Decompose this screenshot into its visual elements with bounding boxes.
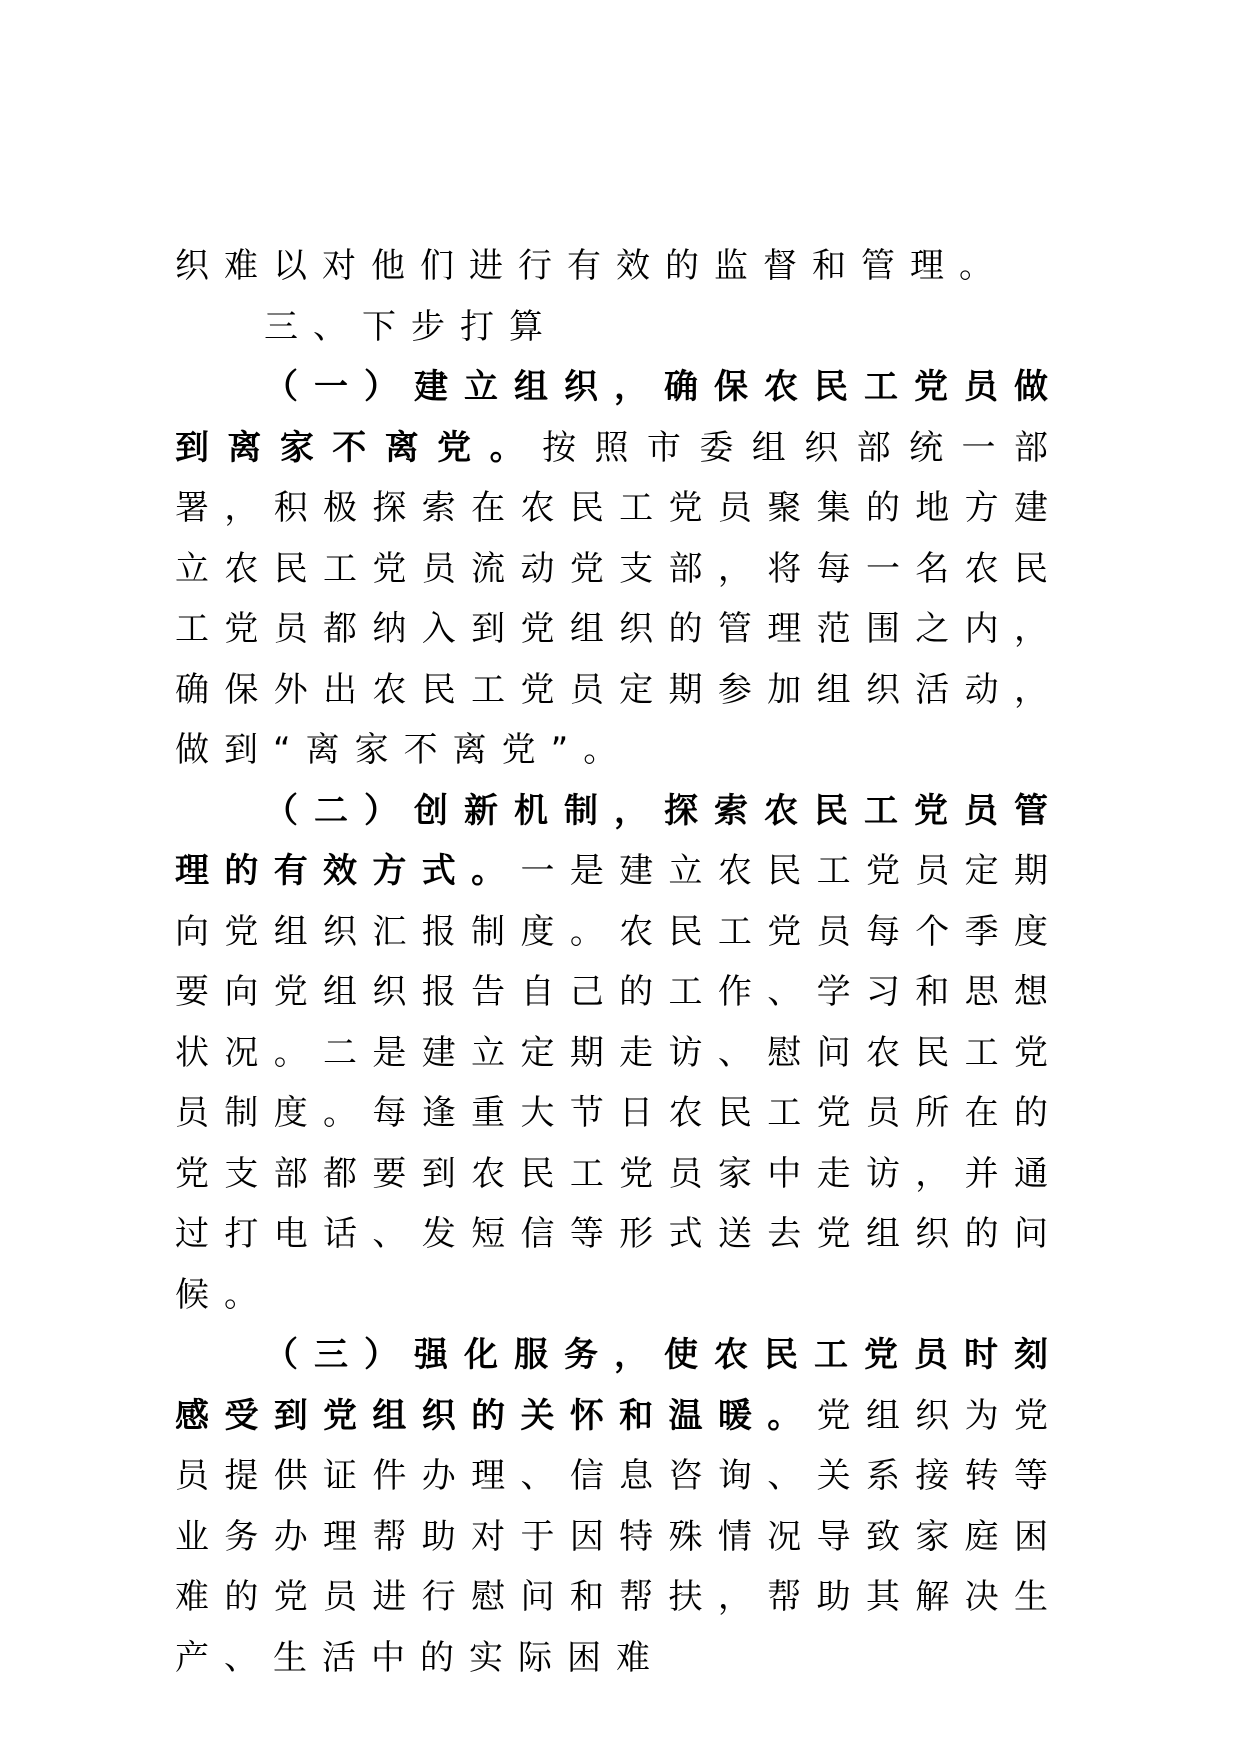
- item-3-heading: （三）强化服务，使农民工党员时刻感受到党组织的关怀和温暖。: [175, 1335, 1063, 1436]
- section-heading-text: 三、下步打算: [264, 306, 558, 347]
- paragraph-item-1: [175, 357, 1063, 781]
- item-1-heading: （一）建立组织，确保农民工党员做到离家不离党。: [175, 367, 1063, 468]
- item-2-heading: （二）创新机制，探索农民工党员管理的有效方式。: [175, 790, 1063, 891]
- paragraph-text: 织难以对他们进行有效的监督和管理。: [175, 246, 1008, 286]
- paragraph-continuation: [175, 236, 1063, 297]
- paragraph-item-2: [175, 781, 1063, 1326]
- item-1-body: 按照市委组织部统一部署，积极探索在农民工党员聚集的地方建立农民工党员流动党支部，将每一名农民工党员都纳入到党组织的管理范围之内，确保外出农民工党员定期参加组织活动，做到“离家不离党”。: [175, 427, 1063, 770]
- item-3-body: 党组织为党员提供证件办理、信息咨询、关系接转等业务办理帮助对于因特殊情况导致家庭困难的党员进行慰问和帮扶，帮助其解决生产、生活中的实际困难: [175, 1395, 1064, 1678]
- document-body: [175, 236, 1063, 1688]
- paragraph-item-3: [175, 1325, 1063, 1688]
- section-heading: [175, 297, 1063, 358]
- item-2-body: 一是建立农民工党员定期向党组织汇报制度。农民工党员每个季度要向党组织报告自己的工作、学习和思想状况。二是建立定期走访、慰问农民工党员制度。每逢重大节日农民工党员所在的党支部都要到农民工党员家中走访，并通过打电话、发短信等形式送去党组织的问候。: [175, 851, 1064, 1315]
